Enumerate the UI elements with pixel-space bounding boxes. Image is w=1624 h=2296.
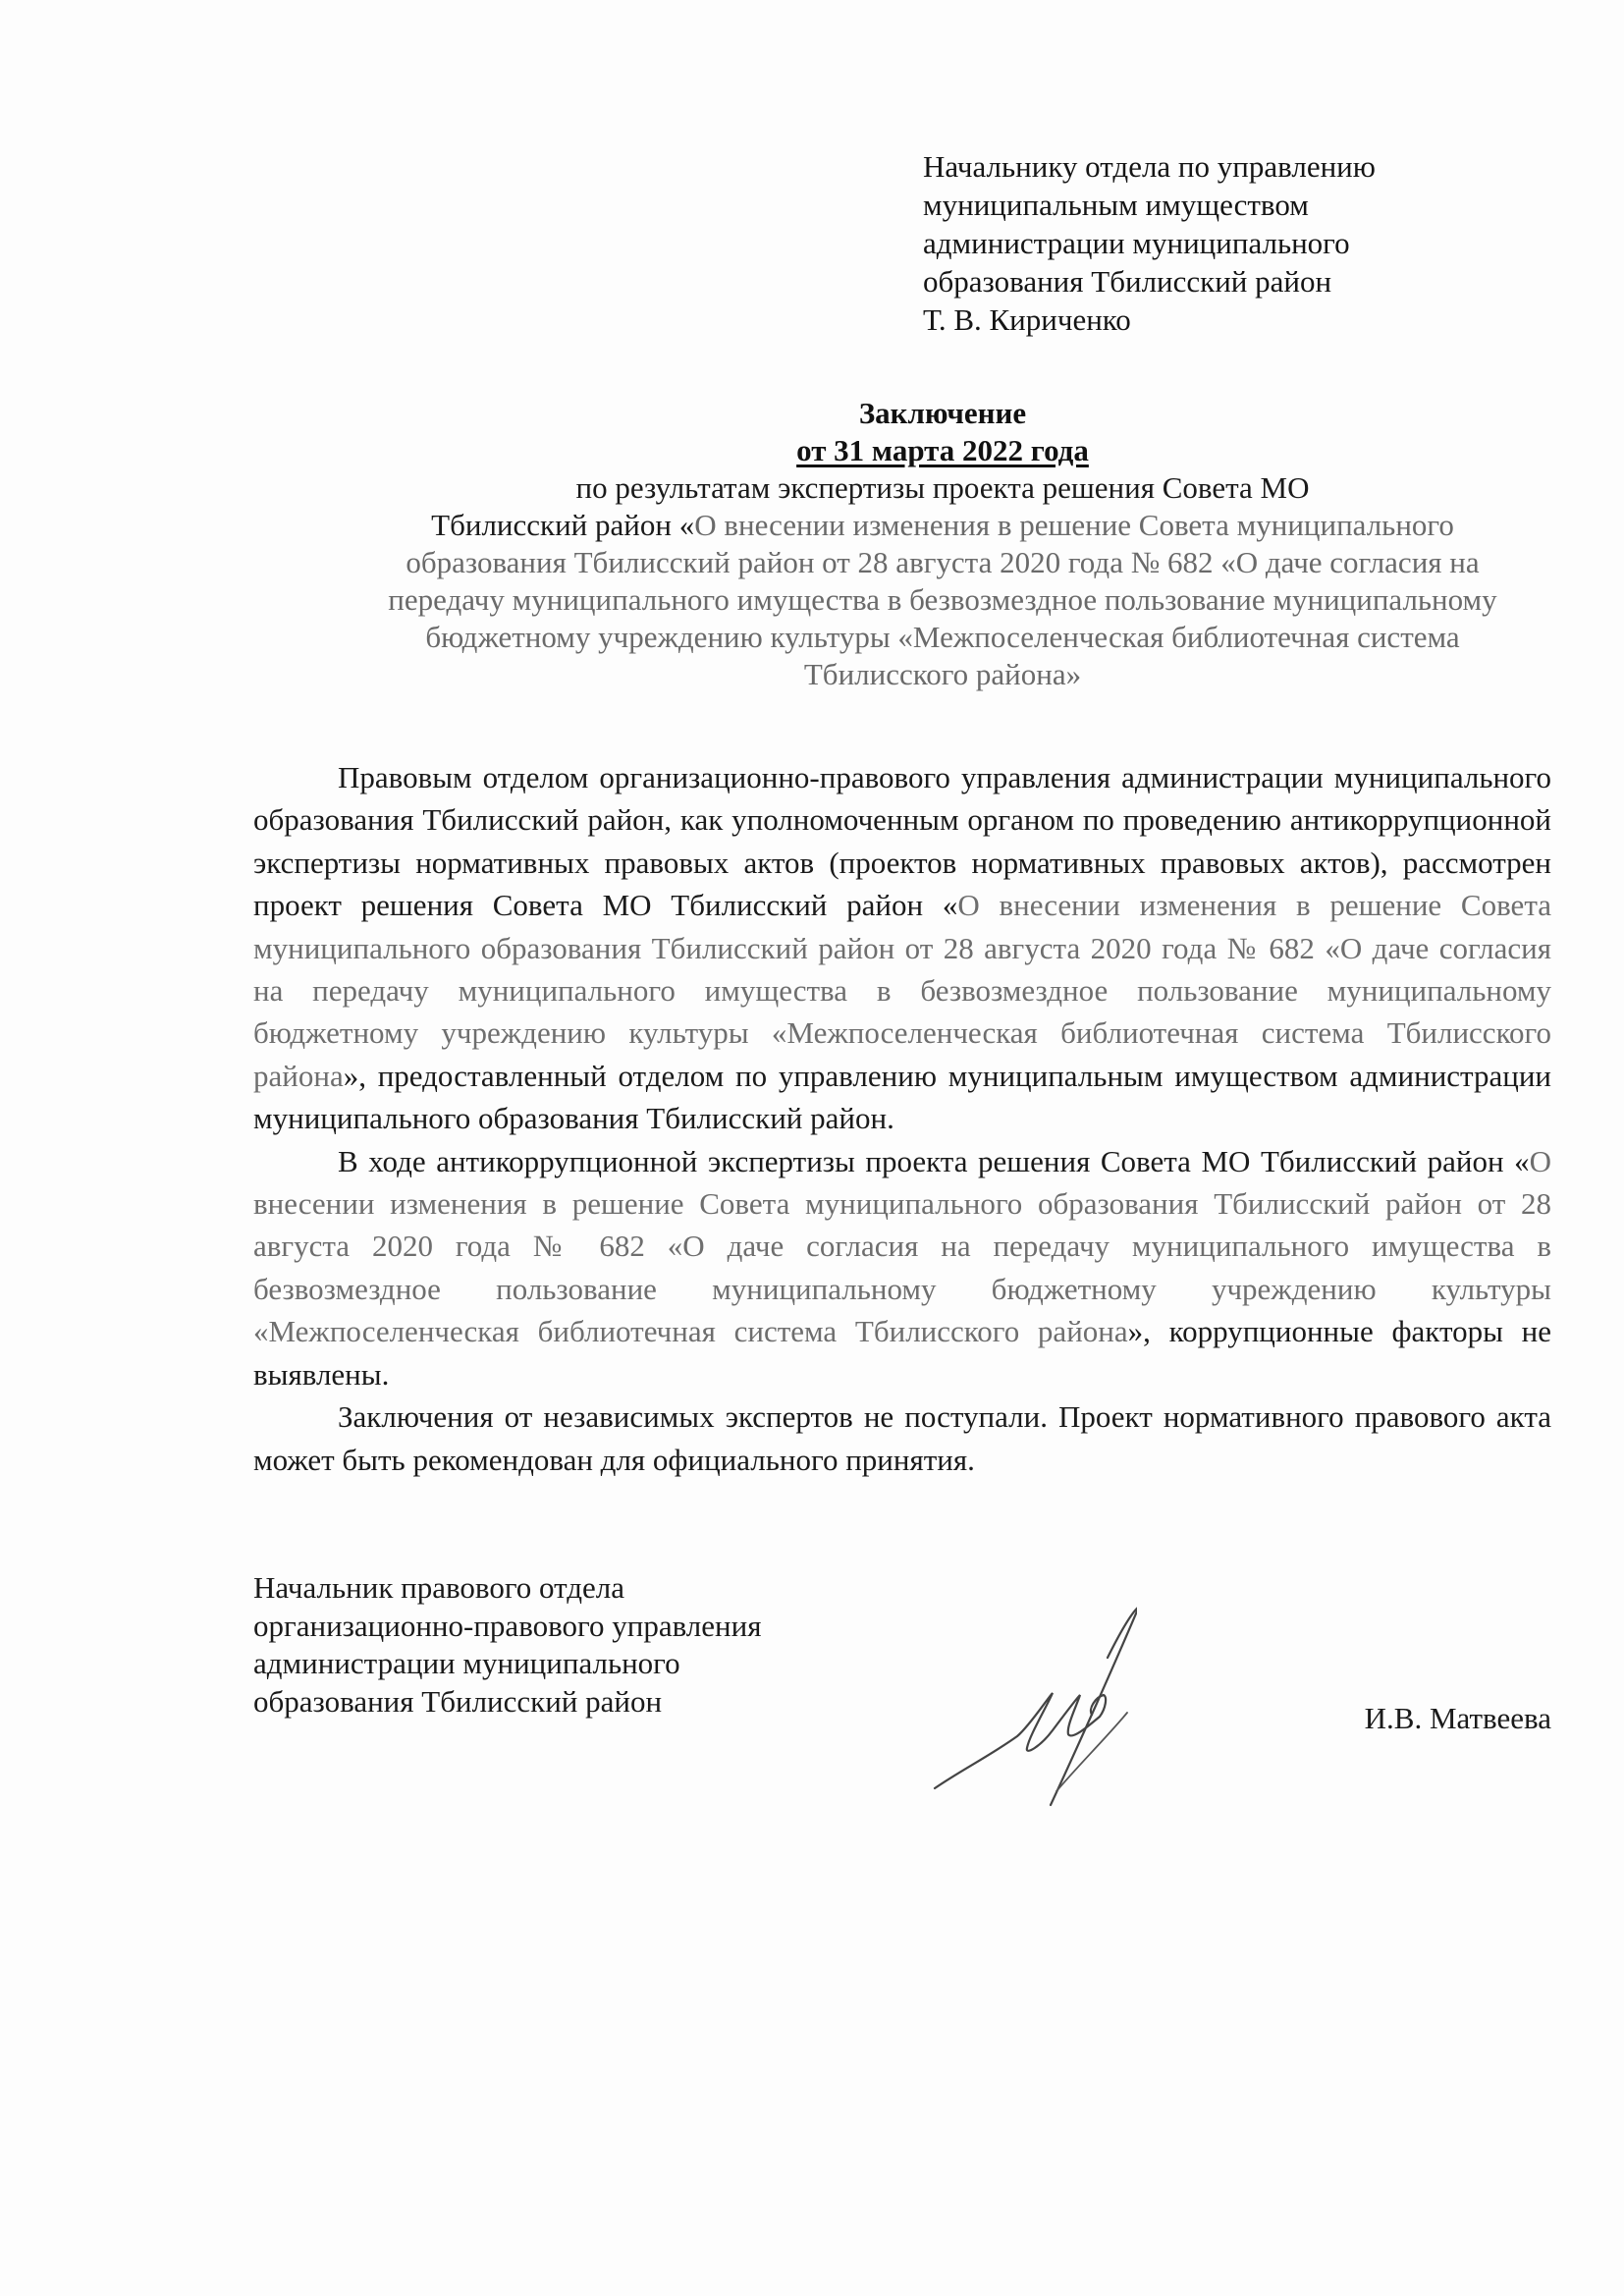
paragraph-tail: », коррупционные факторы не выявлены. <box>253 1314 1551 1392</box>
signer-position <box>253 1569 1551 1721</box>
document-title: Заключение <box>858 396 1027 430</box>
subject-lead: по результатам экспертизы проекта решения Совета МО <box>575 470 1310 505</box>
signer-position-line: администрации муниципального <box>253 1646 680 1680</box>
signer-name: И.В. Матвеева <box>1364 1701 1551 1735</box>
subject-line-grey: бюджетному учреждению культуры «Межпоселенческая библиотечная система <box>425 620 1460 654</box>
subject-line-grey: Тбилисского района» <box>803 657 1082 691</box>
paragraph-findings <box>253 1140 1551 1395</box>
signature-block <box>253 1569 1551 1766</box>
paragraph-review <box>253 756 1551 1140</box>
signer-position-line: организационно-правового управления <box>253 1608 762 1643</box>
subject-line <box>324 581 1561 619</box>
paragraph-quoted-title: О внесении изменения в решение Совета муниципального образования Тбилисский район от 28 августа 2020 года № 682 «О даче согласия на передачу муниципального имущества в безвозмездное пользование муниципальному бюджетному учреждению культуры «Межпоселенческая библиотечная система Тбилисского района <box>253 888 1552 1093</box>
title-block <box>324 395 1561 693</box>
document-date: от 31 марта 2022 года <box>796 433 1089 467</box>
subject-line <box>324 656 1561 693</box>
signer-position-line: образования Тбилисский район <box>253 1683 663 1719</box>
subject-line <box>324 619 1561 656</box>
subject-line-grey: образования Тбилисский район от 28 августа 2020 года № 682 «О даче согласия на <box>406 545 1480 579</box>
paragraph-lead: Правовым отделом организационно-правового управления администрации муниципального образования Тбилисский район, как уполномоченным органом по проведению антикоррупционной экспертизы нормативных правовых актов (проектов нормативных правовых актов), рассмотрен проект решения Совета МО Тбилисский район « <box>253 760 1551 923</box>
paragraph-tail: », предоставленный отделом по управлению муниципальным имуществом администрации муниципального образования Тбилисский район. <box>253 1058 1551 1136</box>
paragraph-lead: В ходе антикоррупционной экспертизы проекта решения Совета МО Тбилисский район « <box>338 1143 1530 1178</box>
addressee-line: Начальнику отдела по управлению <box>923 149 1376 184</box>
subject-line-dark: Тбилисский район « <box>431 508 695 542</box>
subject-line-grey: передачу муниципального имущества в безвозмездное пользование муниципальному <box>388 582 1497 617</box>
handwritten-signature-icon <box>931 1599 1137 1815</box>
addressee-line: муниципальным имуществом <box>923 188 1309 222</box>
paragraph-quoted-title: О внесении изменения в решение Совета муниципального образования Тбилисский район от 28 августа 2020 года № 682 «О даче согласия на передачу муниципального имущества в безвозмездное пользование муниципальному бюджетному учреждению культуры «Межпоселенческая библиотечная система Тбилисского района <box>253 1143 1551 1349</box>
addressee-block <box>923 147 1551 339</box>
addressee-name: Т. В. Кириченко <box>923 302 1131 337</box>
addressee-line: администрации муниципального <box>923 226 1350 260</box>
addressee-line: образования Тбилисский район <box>923 264 1332 299</box>
document-body <box>253 756 1551 1481</box>
subject-line <box>324 544 1561 581</box>
subject-line-grey: О внесении изменения в решение Совета муниципального <box>694 508 1454 542</box>
subject-line <box>324 507 1561 544</box>
paragraph-conclusion: Заключения от независимых экспертов не поступали. Проект нормативного правового акта может быть рекомендован для официального принятия. <box>253 1399 1551 1477</box>
signer-position-line: Начальник правового отдела <box>253 1570 625 1605</box>
